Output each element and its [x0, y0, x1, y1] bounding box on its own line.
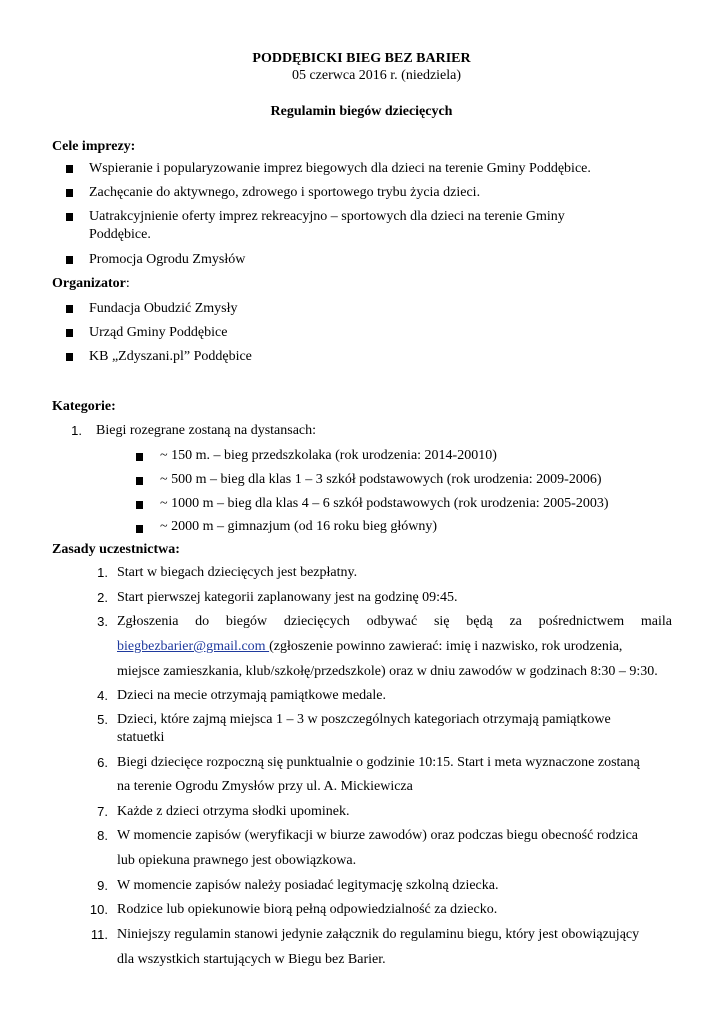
document-subtitle: Regulamin biegów dziecięcych: [270, 104, 453, 119]
document-title: PODDĘBICKI BIEG BEZ BARIER: [252, 51, 471, 66]
list-number: 1.: [71, 423, 82, 438]
rule-item: W momencie zapisów należy posiadać legitymację szkolną dziecka.: [117, 878, 499, 893]
rules-heading: Zasady uczestnictwa:: [52, 542, 180, 557]
organizer-heading: Organizator:: [52, 276, 130, 291]
goals-item: Promocja Ogrodu Zmysłów: [89, 252, 246, 267]
category-item: ~ 150 m. – bieg przedszkolaka (rok urodzenia: 2014-20010): [160, 448, 497, 463]
bullet-square-icon: [136, 477, 143, 485]
bullet-square-icon: [66, 305, 73, 313]
category-item: ~ 2000 m – gimnazjum (od 16 roku bieg główny): [160, 519, 438, 534]
bullet-square-icon: [136, 525, 143, 533]
rule-item: Niniejszy regulamin stanowi jedynie załącznik do regulaminu biegu, który jest obowiązujący: [117, 927, 640, 942]
bullet-square-icon: [66, 213, 73, 221]
list-number: 1.: [97, 565, 108, 580]
rule-item: Start w biegach dziecięcych jest bezpłatny.: [117, 565, 358, 580]
list-number: 2.: [97, 590, 108, 605]
list-number: 11.: [90, 927, 108, 942]
rule-item-continuation: na terenie Ogrodu Zmysłów przy ul. A. Mickiewicza: [117, 779, 413, 794]
rule-item: Rodzice lub opiekunowie biorą pełną odpowiedzialność za dziecko.: [117, 902, 498, 917]
rule-item: Biegi dziecięce rozpoczną się punktualnie o godzinie 10:15. Start i meta wyznaczone zostaną: [117, 755, 640, 770]
rule-item-continuation: statuetki: [117, 730, 165, 745]
rule-item: Dzieci, które zajmą miejsca 1 – 3 w poszczególnych kategoriach otrzymają pamiątkowe: [117, 712, 611, 727]
rule-item-continuation: biegbezbarier@gmail.com (zgłoszenie powinno zawierać: imię i nazwisko, rok urodzenia,: [117, 639, 623, 654]
rule-item: Start pierwszej kategorii zaplanowany jest na godzinę 09:45.: [117, 590, 458, 605]
goals-item: Uatrakcyjnienie oferty imprez rekreacyjno – sportowych dla dzieci na terenie Gminy: [89, 209, 565, 224]
list-number: 4.: [97, 688, 108, 703]
categories-heading: Kategorie:: [52, 399, 116, 414]
list-number: 3.: [97, 614, 108, 629]
goals-item-continuation: Poddębice.: [89, 227, 151, 242]
category-item: ~ 500 m – bieg dla klas 1 – 3 szkół podstawowych (rok urodzenia: 2009-2006): [160, 472, 602, 487]
event-date: 05 czerwca 2016 r. (niedziela): [291, 68, 462, 83]
organizer-item: Urząd Gminy Poddębice: [89, 325, 228, 340]
list-number: 9.: [97, 878, 108, 893]
categories-intro: Biegi rozegrane zostaną na dystansach:: [96, 423, 317, 438]
email-link[interactable]: biegbezbarier@gmail.com: [117, 639, 270, 654]
goals-heading: Cele imprezy:: [52, 139, 136, 154]
rule-item-continuation: lub opiekuna prawnego jest obowiązkowa.: [117, 853, 357, 868]
rule-item: Każde z dzieci otrzyma słodki upominek.: [117, 804, 350, 819]
bullet-square-icon: [136, 453, 143, 461]
bullet-square-icon: [136, 501, 143, 509]
list-number: 7.: [97, 804, 108, 819]
list-number: 5.: [97, 712, 108, 727]
rule-item: W momencie zapisów (weryfikacji w biurze zawodów) oraz podczas biegu obecność rodzica: [117, 828, 639, 843]
bullet-square-icon: [66, 353, 73, 361]
organizer-item: Fundacja Obudzić Zmysły: [89, 301, 238, 316]
rule-item: Dzieci na mecie otrzymają pamiątkowe medale.: [117, 688, 386, 703]
rule-item: Zgłoszenia do biegów dziecięcych odbywać się będą za pośrednictwem maila: [117, 614, 672, 629]
goals-item: Zachęcanie do aktywnego, zdrowego i sportowego trybu życia dzieci.: [89, 185, 481, 200]
rule-item-continuation: miejsce zamieszkania, klub/szkołę/przedszkole) oraz w dniu zawodów w godzinach 8:30 – 9:30.: [117, 664, 658, 679]
category-item: ~ 1000 m – bieg dla klas 4 – 6 szkół podstawowych (rok urodzenia: 2005-2003): [160, 496, 609, 511]
list-number: 10.: [89, 902, 108, 917]
rule-item-continuation: dla wszystkich startujących w Biegu bez Barier.: [117, 952, 386, 967]
goals-item: Wspieranie i popularyzowanie imprez biegowych dla dzieci na terenie Gminy Poddębice.: [89, 161, 591, 176]
list-number: 6.: [97, 755, 108, 770]
organizer-item: KB „Zdyszani.pl” Poddębice: [89, 349, 252, 364]
bullet-square-icon: [66, 189, 73, 197]
list-number: 8.: [97, 828, 108, 843]
bullet-square-icon: [66, 165, 73, 173]
bullet-square-icon: [66, 256, 73, 264]
bullet-square-icon: [66, 329, 73, 337]
